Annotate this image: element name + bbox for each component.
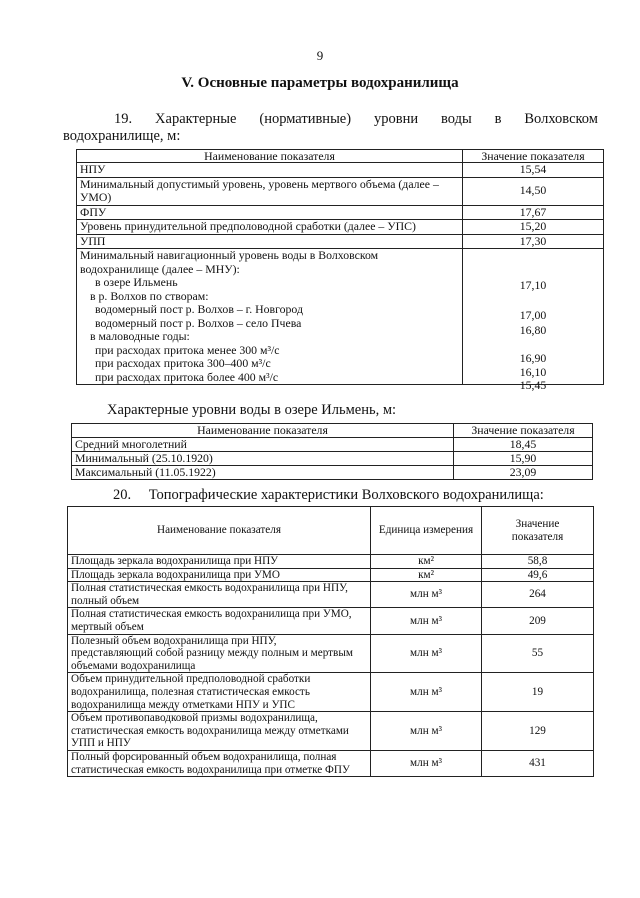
row-value: 264 bbox=[482, 582, 594, 608]
mnu-value: 17,00 bbox=[519, 308, 547, 322]
row-name-line: УМО) bbox=[80, 190, 112, 204]
row-unit: млн м³ bbox=[371, 712, 482, 751]
paragraph-ilmen: Характерные уровни воды в озере Ильмень, м: bbox=[107, 402, 397, 418]
row-value: 14,50 bbox=[463, 177, 604, 205]
table-row bbox=[68, 608, 594, 634]
mnu-values bbox=[463, 249, 604, 392]
column-header-value: Значение показателя bbox=[463, 150, 604, 163]
table-row-mnu bbox=[77, 249, 604, 385]
mnu-line: водомерный пост р. Волхов – село Пчева bbox=[95, 315, 302, 330]
mnu-line: при расходах притока менее 300 м³/с bbox=[95, 342, 280, 357]
paragraph-19-word: (нормативные) bbox=[259, 111, 352, 127]
table-header-row bbox=[72, 424, 593, 438]
paragraph-20-number: 20. bbox=[113, 487, 132, 503]
paragraph-19 bbox=[63, 111, 598, 145]
paragraph-19-word: в bbox=[494, 111, 502, 127]
row-name-line: Объем принудительной предполоводной сработки bbox=[71, 673, 311, 686]
table-row bbox=[68, 673, 594, 712]
table-row bbox=[77, 234, 604, 249]
table-row bbox=[68, 634, 594, 673]
row-name-line: мертвый объем bbox=[71, 620, 144, 633]
row-value: 18,45 bbox=[454, 438, 593, 452]
table-row bbox=[68, 555, 594, 569]
mnu-value: 17,10 bbox=[519, 278, 547, 292]
paragraph-19-line1 bbox=[76, 111, 598, 128]
mnu-value: 15,45 bbox=[519, 378, 547, 392]
topography-table bbox=[67, 506, 594, 777]
table-row bbox=[68, 750, 594, 776]
paragraph-19-word: воды bbox=[441, 111, 472, 127]
row-name-line: полный объем bbox=[71, 594, 140, 607]
table-row bbox=[72, 438, 593, 452]
row-name bbox=[77, 177, 463, 205]
section-title: V. Основные параметры водохранилища bbox=[181, 75, 459, 91]
row-value: 58,8 bbox=[482, 555, 594, 569]
row-name: Максимальный (11.05.1922) bbox=[72, 466, 454, 480]
row-name-line: Объем противопаводковой призмы водохранилища, bbox=[71, 712, 318, 725]
mnu-line: водохранилище (далее – МНУ): bbox=[80, 261, 240, 276]
row-name-line: Минимальный допустимый уровень, уровень мертвого объема (далее – bbox=[80, 176, 439, 191]
table-row bbox=[77, 177, 604, 205]
paragraph-19-line2: водохранилище, м: bbox=[63, 128, 181, 144]
row-name: ФПУ bbox=[77, 205, 463, 220]
row-value: 431 bbox=[482, 750, 594, 776]
mnu-line: в озере Ильмень bbox=[95, 275, 178, 289]
mnu-line: при расходах притока 300–400 м³/с bbox=[95, 356, 271, 370]
paragraph-20-text: Топографические характеристики Волховского водохранилища: bbox=[148, 487, 544, 503]
paragraph-19-number: 19. bbox=[114, 111, 133, 127]
row-name-line: Полная статистическая емкость водохранилища при НПУ, bbox=[71, 582, 348, 595]
row-unit: млн м³ bbox=[371, 634, 482, 673]
row-name-line: УПП и НПУ bbox=[71, 737, 131, 750]
row-unit: млн м³ bbox=[371, 673, 482, 712]
table-row bbox=[68, 582, 594, 608]
row-name: Площадь зеркала водохранилища при УМО bbox=[68, 568, 371, 582]
mnu-line: в маловодные годы: bbox=[90, 329, 190, 343]
row-unit: млн м³ bbox=[371, 608, 482, 634]
table-row bbox=[72, 466, 593, 480]
ilmen-levels-table bbox=[71, 423, 593, 480]
row-name: НПУ bbox=[77, 163, 463, 178]
row-name-line: водохранилища между отметками НПУ и УПС bbox=[71, 698, 295, 711]
row-value: 19 bbox=[482, 673, 594, 712]
table-header-row bbox=[77, 150, 604, 163]
row-value: 49,6 bbox=[482, 568, 594, 582]
row-name bbox=[68, 712, 371, 751]
column-header-name: Наименование показателя bbox=[68, 507, 371, 555]
row-value: 15,90 bbox=[454, 452, 593, 466]
row-name-line: объемами водохранилища bbox=[71, 659, 196, 672]
paragraph-20 bbox=[113, 487, 544, 504]
row-name: Площадь зеркала водохранилища при НПУ bbox=[68, 555, 371, 569]
row-value: 23,09 bbox=[454, 466, 593, 480]
row-name-line: Полезный объем водохранилища при НПУ, bbox=[71, 634, 277, 647]
page-number: 9 bbox=[316, 48, 324, 63]
mnu-value: 16,10 bbox=[519, 365, 547, 379]
row-name: УПП bbox=[77, 234, 463, 249]
table-header-row bbox=[68, 507, 594, 555]
paragraph-19-word: уровни bbox=[373, 111, 419, 127]
column-header-unit: Единица измерения bbox=[371, 507, 482, 555]
row-name-line: водохранилища, полезная статистическая емкость bbox=[71, 685, 310, 698]
row-unit: млн м³ bbox=[371, 582, 482, 608]
row-value: 17,67 bbox=[463, 205, 604, 220]
mnu-line: при расходах притока более 400 м³/с bbox=[95, 369, 279, 384]
mnu-value: 16,90 bbox=[519, 351, 547, 365]
mnu-value: 16,80 bbox=[519, 323, 547, 337]
row-value: 55 bbox=[482, 634, 594, 673]
column-header-name: Наименование показателя bbox=[72, 424, 454, 438]
table-row bbox=[77, 163, 604, 178]
row-name-line: статистическая емкость водохранилища при отметке ФПУ bbox=[71, 763, 350, 776]
column-header-value: Значение показателя bbox=[482, 507, 594, 555]
levels-table bbox=[76, 149, 604, 392]
row-name: Уровень принудительной предполоводной сработки (далее – УПС) bbox=[77, 220, 463, 235]
row-name bbox=[68, 582, 371, 608]
row-name bbox=[68, 634, 371, 673]
row-name-line: статистическая емкость водохранилища между отметками bbox=[71, 724, 349, 737]
mnu-names bbox=[77, 249, 463, 385]
mnu-line: в р. Волхов по створам: bbox=[90, 288, 209, 303]
row-value: 129 bbox=[482, 712, 594, 751]
row-name bbox=[68, 608, 371, 634]
row-value: 209 bbox=[482, 608, 594, 634]
row-unit: км² bbox=[371, 555, 482, 569]
column-header-value: Значение показателя bbox=[454, 424, 593, 438]
row-name-line: Полный форсированный объем водохранилища, полная bbox=[71, 750, 337, 763]
row-value: 15,20 bbox=[463, 220, 604, 235]
row-value: 15,54 bbox=[463, 163, 604, 178]
paragraph-19-word: Волховском bbox=[524, 111, 598, 127]
row-value: 17,30 bbox=[463, 234, 604, 249]
mnu-line: Минимальный навигационный уровень воды в Волховском bbox=[80, 248, 379, 262]
paragraph-19-word: Характерные bbox=[155, 111, 237, 127]
mnu-line: водомерный пост р. Волхов – г. Новгород bbox=[95, 302, 303, 316]
table-row bbox=[77, 205, 604, 220]
table-row bbox=[77, 220, 604, 235]
row-name-line: Полная статистическая емкость водохранилища при УМО, bbox=[71, 608, 352, 621]
table-row bbox=[68, 712, 594, 751]
row-name bbox=[68, 673, 371, 712]
table-row bbox=[68, 568, 594, 582]
row-name: Минимальный (25.10.1920) bbox=[72, 452, 454, 466]
row-name: Средний многолетний bbox=[72, 438, 454, 452]
row-name-line: представляющий собой разницу между полным и мертвым bbox=[71, 647, 353, 660]
row-name bbox=[68, 750, 371, 776]
column-header-name: Наименование показателя bbox=[77, 150, 463, 163]
row-unit: млн м³ bbox=[371, 750, 482, 776]
table-row bbox=[72, 452, 593, 466]
row-unit: км² bbox=[371, 568, 482, 582]
